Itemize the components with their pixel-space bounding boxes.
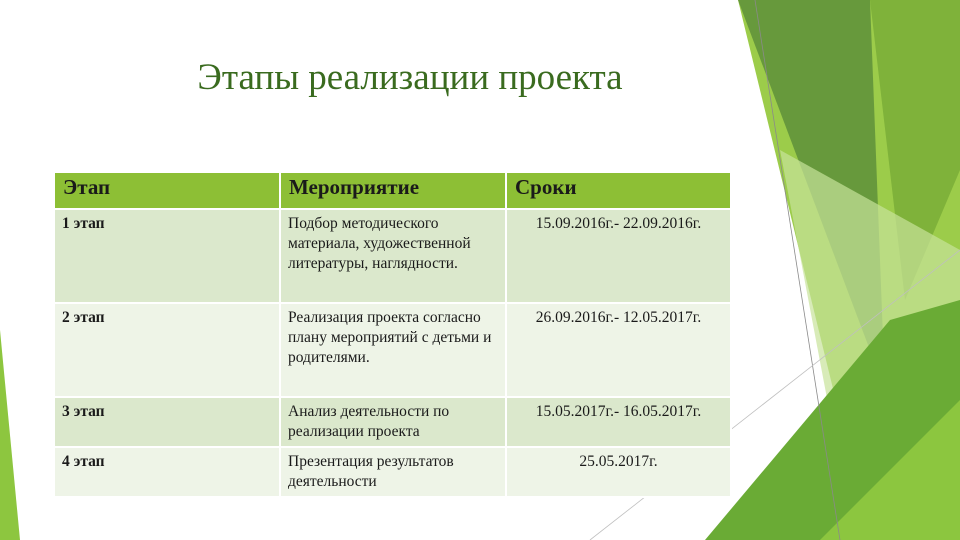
cell-stage: 3 этап xyxy=(54,397,280,447)
cell-stage: 1 этап xyxy=(54,209,280,303)
cell-activity: Презентация результатов деятельности xyxy=(280,447,506,497)
cell-activity: Реализация проекта согласно плану мероприятий с детьми и родителями. xyxy=(280,303,506,397)
header-stage: Этап xyxy=(54,172,280,209)
left-strip-shape xyxy=(0,330,20,540)
table-row xyxy=(54,397,731,447)
cell-dates: 25.05.2017г. xyxy=(506,447,731,497)
table-row xyxy=(54,209,731,303)
header-activity: Мероприятие xyxy=(280,172,506,209)
cell-stage: 2 этап xyxy=(54,303,280,397)
slide-title: Этапы реализации проекта xyxy=(197,57,623,98)
header-dates: Сроки xyxy=(506,172,731,209)
stages-table xyxy=(53,171,732,498)
table-header-row xyxy=(54,172,731,209)
cell-activity: Подбор методического материала, художественной литературы, наглядности. xyxy=(280,209,506,303)
table-row xyxy=(54,447,731,497)
cell-dates: 26.09.2016г.- 12.05.2017г. xyxy=(506,303,731,397)
table-row xyxy=(54,303,731,397)
cell-activity: Анализ деятельности по реализации проекта xyxy=(280,397,506,447)
cell-dates: 15.05.2017г.- 16.05.2017г. xyxy=(506,397,731,447)
cell-dates: 15.09.2016г.- 22.09.2016г. xyxy=(506,209,731,303)
cell-stage: 4 этап xyxy=(54,447,280,497)
